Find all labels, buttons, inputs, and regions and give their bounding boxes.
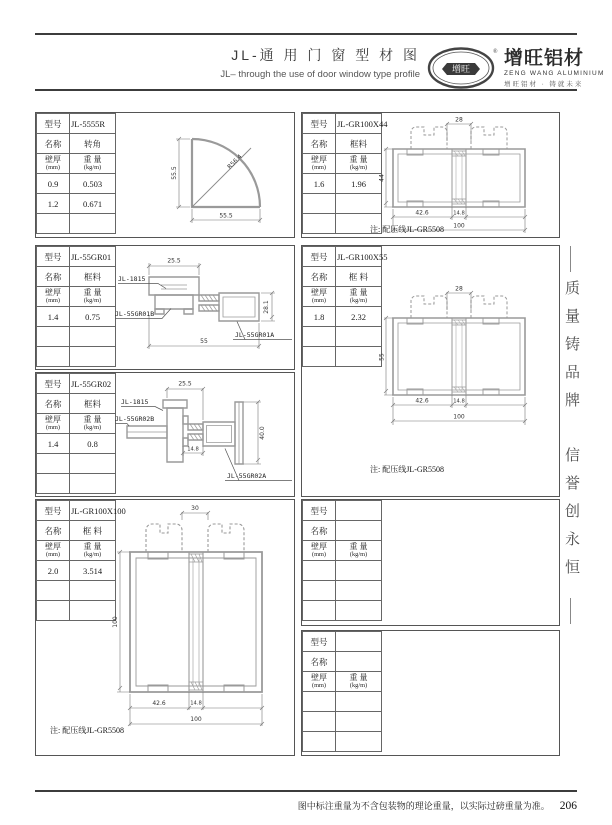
thickness-label: 壁厚 xyxy=(311,288,327,298)
dim-bottom-2: 14.8 xyxy=(190,700,202,707)
spec-table-jl-5555r xyxy=(36,113,116,234)
thickness-label: 壁厚 xyxy=(45,155,61,165)
weight-header xyxy=(336,541,382,561)
thickness-label: 壁厚 xyxy=(45,288,61,298)
thickness-header xyxy=(37,541,70,561)
thickness-value xyxy=(37,601,70,621)
model-label: 型号 xyxy=(303,247,336,267)
weight-label: 重 量 xyxy=(349,542,368,552)
name-label: 名称 xyxy=(303,652,336,672)
thickness-header xyxy=(303,287,336,307)
thickness-value xyxy=(37,581,70,601)
weight-label: 重 量 xyxy=(349,155,368,165)
dim-left: 44 xyxy=(378,174,386,182)
profile-outline xyxy=(130,552,262,692)
thickness-label: 壁厚 xyxy=(45,415,61,425)
thickness-label: 壁厚 xyxy=(311,673,327,683)
page-footer xyxy=(35,796,577,814)
name-label: 名称 xyxy=(303,134,336,154)
part-label: JL-55GR01A xyxy=(235,331,275,339)
model-label: 型号 xyxy=(303,632,336,652)
dim-top: 30 xyxy=(191,505,199,512)
pressline-dashed xyxy=(146,524,244,552)
logo-badge-text: 增旺 xyxy=(451,64,471,74)
thickness-value: 1.2 xyxy=(37,194,70,214)
thickness-value: 1.8 xyxy=(303,307,336,327)
thickness-value xyxy=(303,194,336,214)
footer-note: 图中标注重量为不含包装物的理论重量，以实际过磅重量为准。 xyxy=(297,801,550,811)
weight-value xyxy=(70,454,116,474)
panel-jl-gr100x44 xyxy=(301,112,560,238)
thickness-value xyxy=(303,581,336,601)
weight-value xyxy=(70,581,116,601)
dim-top: 28 xyxy=(455,116,463,124)
panel-jl-55gr02 xyxy=(35,372,295,497)
thickness-value xyxy=(303,601,336,621)
thickness-header xyxy=(37,154,70,174)
thickness-value: 1.4 xyxy=(37,307,70,327)
thickness-value xyxy=(37,327,70,347)
weight-value xyxy=(70,601,116,621)
weight-value: 0.75 xyxy=(70,307,116,327)
thickness-unit: (mm) xyxy=(46,163,60,171)
model-value: JL-55GR02 xyxy=(70,374,116,394)
part-label: JL-55GR02A xyxy=(227,472,267,480)
thickness-unit: (mm) xyxy=(312,681,326,689)
dimension-lines xyxy=(117,511,264,726)
sidebar-slogan-2: 信誉创永恒 xyxy=(563,447,580,587)
pressline-dashed xyxy=(411,127,507,149)
profile-outline xyxy=(393,149,525,207)
sidebar-slogan-1: 质量铸品牌 xyxy=(563,280,580,420)
dimension-lines xyxy=(384,291,527,425)
weight-header xyxy=(70,287,116,307)
profile-outline xyxy=(127,400,243,464)
thickness-label: 壁厚 xyxy=(311,542,327,552)
weight-unit: (kg/m) xyxy=(83,550,102,558)
panel-empty-1 xyxy=(301,499,560,626)
name-label: 名称 xyxy=(37,267,70,287)
thickness-value xyxy=(37,474,70,494)
weight-header xyxy=(70,154,116,174)
spec-table-jl-55gr01 xyxy=(36,246,116,367)
profile-outline xyxy=(393,318,525,395)
name-value: 框料 xyxy=(70,267,116,287)
thickness-unit: (mm) xyxy=(312,163,326,171)
dim-width: 55.5 xyxy=(219,212,233,220)
dim-top: 25.5 xyxy=(178,380,192,388)
thickness-value xyxy=(303,347,336,367)
logo-emblem-icon xyxy=(427,45,499,91)
weight-value xyxy=(336,347,382,367)
part-label: JL-55GR02B xyxy=(115,415,155,423)
thickness-value xyxy=(303,712,336,732)
pressline-note: 注: 配压线JL-GR5508 xyxy=(50,726,124,735)
diagram-jl-gr100x100 xyxy=(112,502,294,732)
name-value: 转角 xyxy=(70,134,116,154)
weight-label: 重 量 xyxy=(349,673,368,683)
weight-value: 0.8 xyxy=(70,434,116,454)
thickness-header xyxy=(303,672,336,692)
weight-header xyxy=(336,287,382,307)
panel-jl-gr100x100 xyxy=(35,499,295,756)
footer-rule xyxy=(35,790,577,792)
model-value: JL-GR100X55 xyxy=(336,247,382,267)
thickness-value: 1.6 xyxy=(303,174,336,194)
dim-height: 55.5 xyxy=(171,166,178,180)
spec-table-jl-gr100x44 xyxy=(302,113,388,234)
weight-label: 重 量 xyxy=(83,288,102,298)
dim-bottom-2: 14.8 xyxy=(453,210,465,217)
weight-value xyxy=(336,692,382,712)
model-label: 型号 xyxy=(303,114,336,134)
thickness-value: 2.0 xyxy=(37,561,70,581)
name-value: 框 料 xyxy=(336,267,382,287)
spec-table-jl-gr100x100 xyxy=(36,500,126,621)
thickness-label: 壁厚 xyxy=(311,155,327,165)
sidebar-top-line xyxy=(570,246,571,272)
weight-unit: (kg/m) xyxy=(349,550,368,558)
weight-value: 3.514 xyxy=(70,561,116,581)
page-subtitle: JL– through the use of door window type profile xyxy=(220,69,420,80)
thickness-header xyxy=(37,287,70,307)
dim-top: 28 xyxy=(455,285,463,293)
pressline-dashed xyxy=(411,296,507,318)
name-label: 名称 xyxy=(37,134,70,154)
dim-bottom: 55 xyxy=(200,338,208,345)
thickness-unit: (mm) xyxy=(46,423,60,431)
diagram-jl-gr100x44 xyxy=(378,113,560,237)
part-label: JL-1815 xyxy=(118,275,146,283)
weight-value xyxy=(70,327,116,347)
brand-logo xyxy=(427,45,605,91)
thickness-value xyxy=(303,732,336,752)
pressline-note: 注: 配压线JL-GR5508 xyxy=(370,465,444,474)
weight-value xyxy=(336,601,382,621)
model-value xyxy=(336,632,382,652)
thickness-label: 壁厚 xyxy=(45,542,61,552)
panel-jl-5555r xyxy=(35,112,295,238)
model-label: 型号 xyxy=(303,501,336,521)
diagram-jl-55gr01 xyxy=(115,247,294,370)
weight-label: 重 量 xyxy=(83,415,102,425)
name-value: 框料 xyxy=(336,134,382,154)
dim-bottom-3: 100 xyxy=(453,222,465,230)
dim-bottom-3: 100 xyxy=(453,413,465,421)
panel-empty-2 xyxy=(301,630,560,756)
panel-jl-55gr01 xyxy=(35,245,295,370)
header-top-rule xyxy=(35,33,577,35)
weight-header xyxy=(336,154,382,174)
weight-unit: (kg/m) xyxy=(349,163,368,171)
pressline-note: 注: 配压线JL-GR5508 xyxy=(370,225,444,234)
name-label: 名称 xyxy=(37,521,70,541)
thickness-header xyxy=(303,541,336,561)
weight-label: 重 量 xyxy=(83,155,102,165)
dim-right: 28.1 xyxy=(263,300,270,314)
registered-mark: ® xyxy=(493,49,498,55)
part-label: JL-55GR01B xyxy=(115,310,155,318)
thickness-header xyxy=(303,154,336,174)
weight-value: 1.96 xyxy=(336,174,382,194)
thickness-unit: (mm) xyxy=(312,296,326,304)
name-value xyxy=(336,652,382,672)
weight-value xyxy=(336,327,382,347)
thickness-value xyxy=(37,454,70,474)
weight-value xyxy=(336,712,382,732)
thickness-value xyxy=(303,561,336,581)
weight-header xyxy=(336,672,382,692)
model-value xyxy=(336,501,382,521)
page-title: JL-通 用 门 窗 型 材 图 xyxy=(231,47,420,63)
weight-value xyxy=(336,581,382,601)
diagram-jl-55gr02 xyxy=(115,374,294,497)
weight-unit: (kg/m) xyxy=(349,681,368,689)
name-label: 名称 xyxy=(37,394,70,414)
page-title-block xyxy=(35,45,420,80)
weight-unit: (kg/m) xyxy=(83,163,102,171)
spec-table-jl-gr100x55 xyxy=(302,246,388,367)
diagram-jl-gr100x55 xyxy=(378,270,560,440)
thickness-value xyxy=(303,327,336,347)
spec-table-empty-1 xyxy=(302,500,382,621)
weight-header xyxy=(70,414,116,434)
weight-unit: (kg/m) xyxy=(349,296,368,304)
dim-left: 55 xyxy=(378,353,386,361)
weight-value: 0.671 xyxy=(70,194,116,214)
weight-value: 2.32 xyxy=(336,307,382,327)
weight-header xyxy=(70,541,116,561)
page-number: 206 xyxy=(559,800,577,812)
weight-value: 0.503 xyxy=(70,174,116,194)
thickness-unit: (mm) xyxy=(46,550,60,558)
diagram-corner-profile xyxy=(162,115,290,237)
model-label: 型号 xyxy=(37,114,70,134)
thickness-unit: (mm) xyxy=(312,550,326,558)
brand-name: 增旺铝材 xyxy=(504,47,585,69)
weight-label: 重 量 xyxy=(349,288,368,298)
dim-top: 25.5 xyxy=(167,257,181,265)
thickness-value xyxy=(37,214,70,234)
name-value xyxy=(336,521,382,541)
weight-unit: (kg/m) xyxy=(83,296,102,304)
dim-bottom-3: 100 xyxy=(190,716,202,723)
panel-jl-gr100x55 xyxy=(301,245,560,497)
dim-bottom-1: 42.6 xyxy=(152,700,166,707)
dim-right: 40.0 xyxy=(259,426,266,440)
thickness-unit: (mm) xyxy=(46,296,60,304)
name-label: 名称 xyxy=(303,521,336,541)
weight-unit: (kg/m) xyxy=(83,423,102,431)
weight-value xyxy=(70,214,116,234)
name-label: 名称 xyxy=(303,267,336,287)
name-value: 框料 xyxy=(70,394,116,414)
dim-mid: 14.8 xyxy=(187,446,199,453)
model-value: JL-GR100X100 xyxy=(70,501,116,521)
spec-table-jl-55gr02 xyxy=(36,373,116,494)
thickness-value: 0.9 xyxy=(37,174,70,194)
weight-value xyxy=(70,474,116,494)
dim-left: 100 xyxy=(112,616,119,628)
weight-value xyxy=(336,732,382,752)
dim-bottom-1: 42.6 xyxy=(415,209,429,217)
model-label: 型号 xyxy=(37,501,70,521)
weight-label: 重 量 xyxy=(83,542,102,552)
dim-bottom-2: 14.8 xyxy=(453,398,465,405)
part-label: JL-1815 xyxy=(121,398,149,406)
weight-value xyxy=(336,194,382,214)
model-value: JL-5555R xyxy=(70,114,116,134)
weight-value xyxy=(70,347,116,367)
model-value: JL-GR100X44 xyxy=(336,114,382,134)
model-label: 型号 xyxy=(37,374,70,394)
brand-name-en: ZENG WANG ALUMINIUM xyxy=(504,69,605,77)
brand-slogan: 增旺铝材 · 铸就未来 xyxy=(504,80,584,88)
thickness-value xyxy=(303,214,336,234)
thickness-value xyxy=(303,692,336,712)
weight-value xyxy=(336,561,382,581)
name-value: 框 料 xyxy=(70,521,116,541)
thickness-header xyxy=(37,414,70,434)
header-bottom-rule xyxy=(35,89,577,91)
model-label: 型号 xyxy=(37,247,70,267)
model-value: JL-55GR01 xyxy=(70,247,116,267)
sidebar-bottom-line xyxy=(570,598,571,624)
thickness-value: 1.4 xyxy=(37,434,70,454)
dim-bottom-1: 42.6 xyxy=(415,397,429,405)
dim-radius: R56.4 xyxy=(226,153,244,171)
spec-table-empty-2 xyxy=(302,631,382,752)
thickness-value xyxy=(37,347,70,367)
